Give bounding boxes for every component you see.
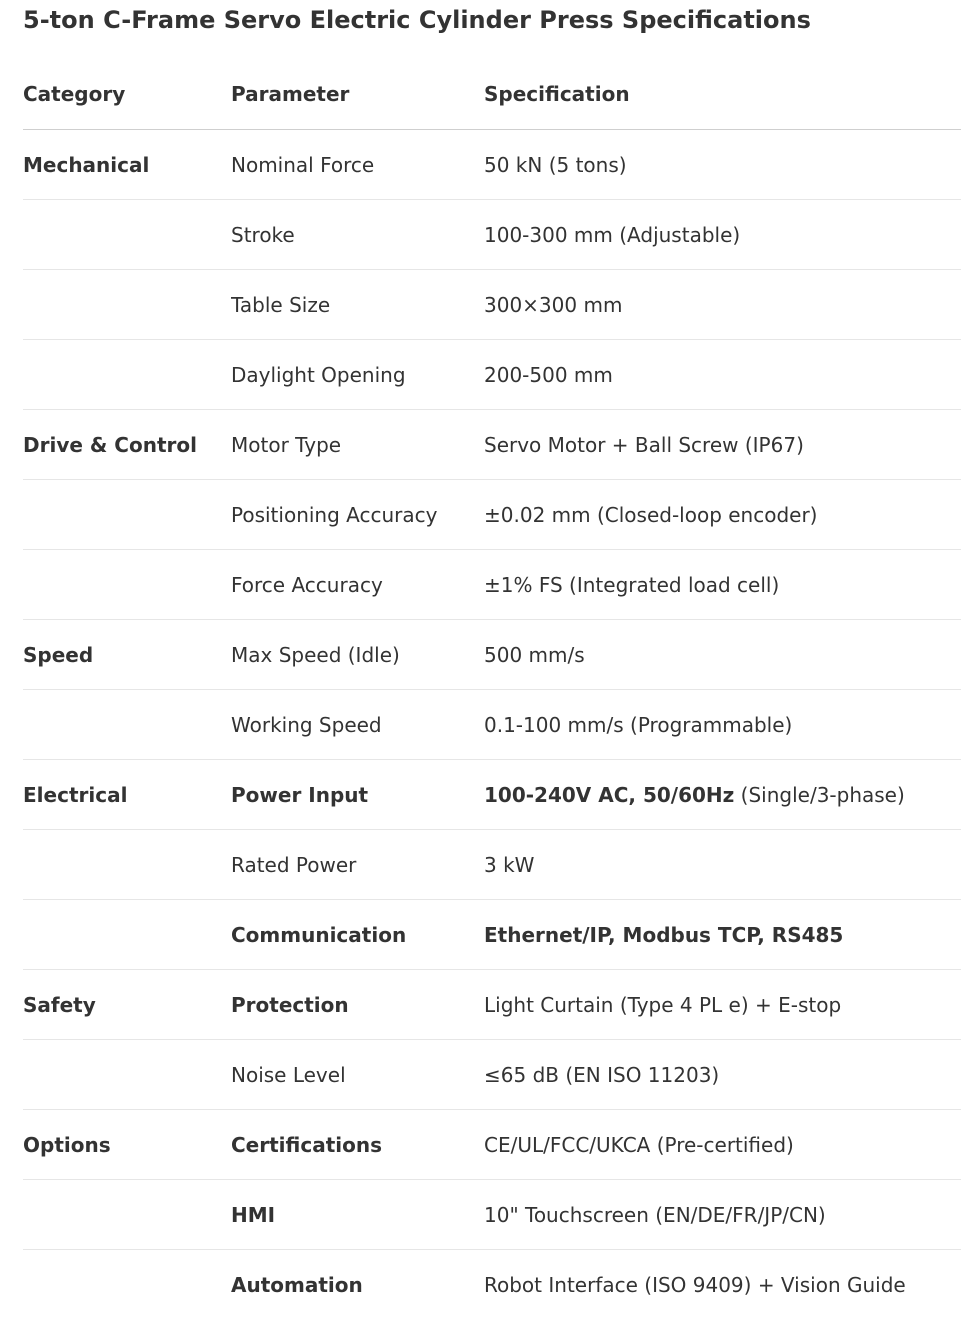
specification-bold-text: 100-240V AC, 50/60Hz	[484, 783, 734, 807]
category-cell: Options	[23, 1110, 231, 1180]
table-row	[23, 760, 961, 830]
category-cell	[23, 480, 231, 550]
parameter-cell: Noise Level	[231, 1040, 484, 1110]
specification-text: 10" Touchscreen (EN/DE/FR/JP/CN)	[484, 1203, 826, 1227]
table-row	[23, 130, 961, 200]
category-cell	[23, 1040, 231, 1110]
parameter-cell: HMI	[231, 1180, 484, 1250]
specification-cell	[484, 480, 961, 550]
category-cell	[23, 690, 231, 760]
parameter-cell: Communication	[231, 900, 484, 970]
table-row	[23, 1180, 961, 1250]
specification-cell	[484, 200, 961, 270]
specification-cell	[484, 1180, 961, 1250]
category-cell	[23, 830, 231, 900]
specification-cell	[484, 550, 961, 620]
parameter-cell: Table Size	[231, 270, 484, 340]
table-row	[23, 1040, 961, 1110]
specification-cell	[484, 830, 961, 900]
table-header-row	[23, 59, 961, 130]
category-cell: Speed	[23, 620, 231, 690]
specification-cell	[484, 270, 961, 340]
header-parameter: Parameter	[231, 59, 484, 130]
specification-text: Robot Interface (ISO 9409) + Vision Guide	[484, 1273, 906, 1297]
specification-cell	[484, 1040, 961, 1110]
specification-text: ±0.02 mm (Closed-loop encoder)	[484, 503, 818, 527]
specification-text: 100-300 mm (Adjustable)	[484, 223, 740, 247]
parameter-cell: Working Speed	[231, 690, 484, 760]
specification-cell	[484, 760, 961, 830]
specification-rest-text: (Single/3-phase)	[734, 783, 904, 807]
specification-text: 0.1-100 mm/s (Programmable)	[484, 713, 792, 737]
category-cell	[23, 1250, 231, 1319]
header-specification: Specification	[484, 59, 961, 130]
specification-text: 200-500 mm	[484, 363, 613, 387]
category-cell	[23, 200, 231, 270]
category-cell: Mechanical	[23, 130, 231, 200]
specification-text: 3 kW	[484, 853, 534, 877]
table-row	[23, 270, 961, 340]
category-cell	[23, 270, 231, 340]
parameter-cell: Power Input	[231, 760, 484, 830]
specification-text: ±1% FS (Integrated load cell)	[484, 573, 779, 597]
table-row	[23, 550, 961, 620]
specification-cell	[484, 410, 961, 480]
specification-cell	[484, 690, 961, 760]
specification-text: 300×300 mm	[484, 293, 622, 317]
table-row	[23, 1110, 961, 1180]
category-cell	[23, 550, 231, 620]
specification-cell	[484, 130, 961, 200]
parameter-cell: Stroke	[231, 200, 484, 270]
parameter-cell: Protection	[231, 970, 484, 1040]
category-cell: Safety	[23, 970, 231, 1040]
parameter-cell: Daylight Opening	[231, 340, 484, 410]
table-row	[23, 690, 961, 760]
category-cell	[23, 900, 231, 970]
parameter-cell: Force Accuracy	[231, 550, 484, 620]
specification-text: CE/UL/FCC/UKCA (Pre-certified)	[484, 1133, 794, 1157]
specification-bold-text: Ethernet/IP, Modbus TCP, RS485	[484, 923, 843, 947]
table-row	[23, 830, 961, 900]
table-row	[23, 1250, 961, 1319]
page-title: 5-ton C-Frame Servo Electric Cylinder Press Specifications	[23, 3, 811, 37]
specification-cell	[484, 900, 961, 970]
specification-cell	[484, 1110, 961, 1180]
specification-cell	[484, 620, 961, 690]
parameter-cell: Motor Type	[231, 410, 484, 480]
parameter-cell: Max Speed (Idle)	[231, 620, 484, 690]
category-cell: Drive & Control	[23, 410, 231, 480]
table-body	[23, 130, 961, 1319]
parameter-cell: Positioning Accuracy	[231, 480, 484, 550]
parameter-cell: Rated Power	[231, 830, 484, 900]
specification-text: Light Curtain (Type 4 PL e) + E-stop	[484, 993, 841, 1017]
specification-text: 50 kN (5 tons)	[484, 153, 627, 177]
table-row	[23, 340, 961, 410]
specification-cell	[484, 340, 961, 410]
category-cell	[23, 340, 231, 410]
specification-cell	[484, 1250, 961, 1319]
parameter-cell: Certifications	[231, 1110, 484, 1180]
table-row	[23, 410, 961, 480]
category-cell: Electrical	[23, 760, 231, 830]
table-row	[23, 480, 961, 550]
category-cell	[23, 1180, 231, 1250]
specification-text: Servo Motor + Ball Screw (IP67)	[484, 433, 804, 457]
specification-text: ≤65 dB (EN ISO 11203)	[484, 1063, 719, 1087]
table-row	[23, 970, 961, 1040]
parameter-cell: Automation	[231, 1250, 484, 1319]
spec-table	[23, 59, 961, 1319]
specification-text: 500 mm/s	[484, 643, 585, 667]
table-row	[23, 900, 961, 970]
header-category: Category	[23, 59, 231, 130]
specification-cell	[484, 970, 961, 1040]
parameter-cell: Nominal Force	[231, 130, 484, 200]
table-row	[23, 200, 961, 270]
table-row	[23, 620, 961, 690]
